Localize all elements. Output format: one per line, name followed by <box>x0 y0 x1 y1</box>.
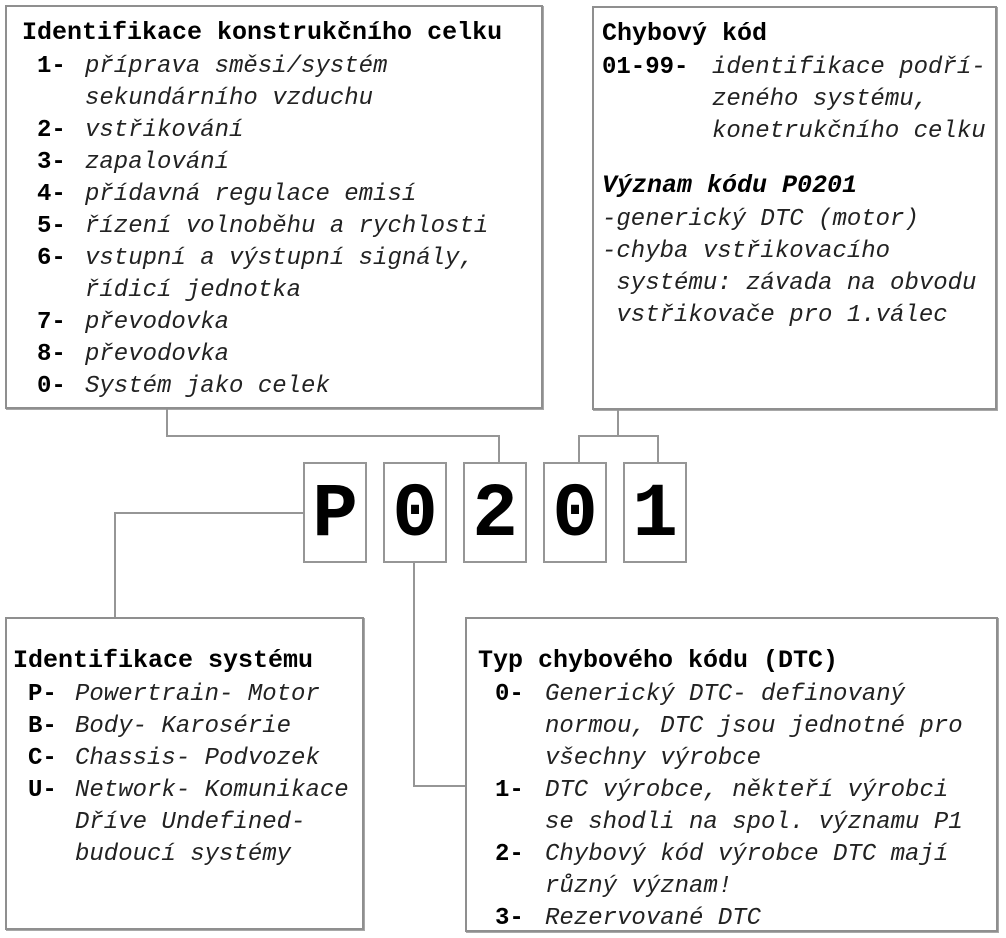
item-text-line: Body- Karosérie <box>75 713 292 740</box>
item-number: C- <box>28 745 57 772</box>
list-item <box>495 679 994 775</box>
list-item <box>28 743 360 775</box>
error-code-box <box>592 6 997 410</box>
item-number: B- <box>28 713 57 740</box>
item-text-line: Network- Komunikace <box>75 777 349 804</box>
list-item <box>495 839 994 903</box>
list-item <box>37 211 537 243</box>
connector-errorcode-to-digit5 <box>657 435 659 462</box>
item-number: 1- <box>37 53 66 80</box>
connector-digit2-drop <box>413 563 415 787</box>
connector-digit2-to-dtctype-box <box>413 785 467 787</box>
code-digit: 1 <box>632 471 678 558</box>
item-number: 4- <box>37 181 66 208</box>
item-text-line: Powertrain- Motor <box>75 681 320 708</box>
code-digit-box-system <box>303 462 367 563</box>
item-number: 0- <box>495 681 524 708</box>
item-text-line: Dříve Undefined- <box>75 809 306 836</box>
list-item <box>37 147 537 179</box>
item-text-line: všechny výrobce <box>545 745 762 772</box>
item-text-line: přídavná regulace emisí <box>85 181 417 208</box>
assembly-identification-title: Identifikace konstrukčního celku <box>22 18 503 47</box>
list-item <box>28 679 360 711</box>
item-text-line: Generický DTC- definovaný <box>545 681 906 708</box>
code-meaning-title: Význam kódu P0201 <box>602 171 858 200</box>
dtc-type-list <box>495 679 994 935</box>
list-item <box>495 903 994 935</box>
item-text-line: řízení volnoběhu a rychlosti <box>85 213 489 240</box>
item-text-line: se shodli na spol. významu P1 <box>545 809 963 836</box>
item-number: 6- <box>37 245 66 272</box>
assembly-identification-list <box>37 51 537 403</box>
item-number: 2- <box>495 841 524 868</box>
connector-errorcode-box-drop <box>617 410 619 437</box>
item-text-line: konetrukčního celku <box>712 118 986 145</box>
code-digit: 2 <box>472 471 518 558</box>
item-text-line: DTC výrobce, někteří výrobci <box>545 777 949 804</box>
item-text-line: zapalování <box>85 149 230 176</box>
connector-assembly-to-digit3 <box>498 435 500 462</box>
item-number: 5- <box>37 213 66 240</box>
dtc-type-title: Typ chybového kódu (DTC) <box>478 646 839 675</box>
code-digit: 0 <box>392 471 438 558</box>
item-number: 3- <box>37 149 66 176</box>
item-text-line: -generický DTC (motor) <box>602 206 919 233</box>
list-item <box>37 243 537 307</box>
list-item <box>37 115 537 147</box>
connector-assembly-box-horizontal <box>166 435 500 437</box>
item-text-line: Systém jako celek <box>85 373 330 400</box>
item-number: U- <box>28 777 57 804</box>
code-digit: P <box>312 471 358 558</box>
item-text-line: vstřikování <box>85 117 244 144</box>
connector-digit1-horizontal <box>114 512 304 514</box>
item-text-line: Rezervované DTC <box>545 905 762 932</box>
item-text-line: vstupní a výstupní signály, <box>85 245 474 272</box>
item-text-line: převodovka <box>85 341 230 368</box>
code-meaning-list <box>602 204 993 332</box>
list-item <box>37 51 537 115</box>
item-text-line: -chyba vstřikovacího <box>602 238 891 265</box>
item-number: 0- <box>37 373 66 400</box>
item-number: 3- <box>495 905 524 932</box>
list-item <box>37 371 537 403</box>
assembly-identification-box <box>5 5 543 409</box>
code-digit-box-assembly <box>463 462 527 563</box>
item-number: P- <box>28 681 57 708</box>
code-digit: 0 <box>552 471 598 558</box>
system-identification-box <box>5 617 364 930</box>
system-identification-list <box>28 679 360 871</box>
item-number: 7- <box>37 309 66 336</box>
error-code-list <box>602 52 993 148</box>
connector-digit1-to-system-box <box>114 512 116 618</box>
list-item <box>37 307 537 339</box>
system-identification-title: Identifikace systému <box>13 646 314 675</box>
item-number: 01-99- <box>602 54 689 81</box>
item-number: 8- <box>37 341 66 368</box>
item-text-line: řídicí jednotka <box>85 277 302 304</box>
item-number: 2- <box>37 117 66 144</box>
item-text-line: různý význam! <box>545 873 733 900</box>
error-code-title: Chybový kód <box>602 19 768 48</box>
list-item <box>28 775 360 871</box>
item-text-line: systému: závada na obvodu <box>602 270 977 297</box>
list-item <box>495 775 994 839</box>
item-number: 1- <box>495 777 524 804</box>
item-text-line: zeného systému, <box>712 86 929 113</box>
code-digit-box-fault-2 <box>623 462 687 563</box>
connector-assembly-box-drop <box>166 409 168 437</box>
connector-errorcode-horizontal <box>578 435 659 437</box>
item-text-line: budoucí systémy <box>75 841 292 868</box>
list-item <box>37 339 537 371</box>
item-text-line: normou, DTC jsou jednotné pro <box>545 713 963 740</box>
item-text-line: sekundárního vzduchu <box>85 85 374 112</box>
dtc-type-box <box>465 617 998 932</box>
item-text-line: Chybový kód výrobce DTC mají <box>545 841 949 868</box>
item-text-line: příprava směsi/systém <box>85 53 388 80</box>
code-digit-box-type <box>383 462 447 563</box>
list-item <box>28 711 360 743</box>
list-item <box>37 179 537 211</box>
connector-errorcode-to-digit4 <box>578 435 580 462</box>
item-text-line: vstřikovače pro 1.válec <box>602 302 948 329</box>
list-item <box>602 52 993 148</box>
code-digit-box-fault-1 <box>543 462 607 563</box>
item-text-line: Chassis- Podvozek <box>75 745 320 772</box>
item-text-line: převodovka <box>85 309 230 336</box>
item-text-line: identifikace podří- <box>712 54 986 81</box>
